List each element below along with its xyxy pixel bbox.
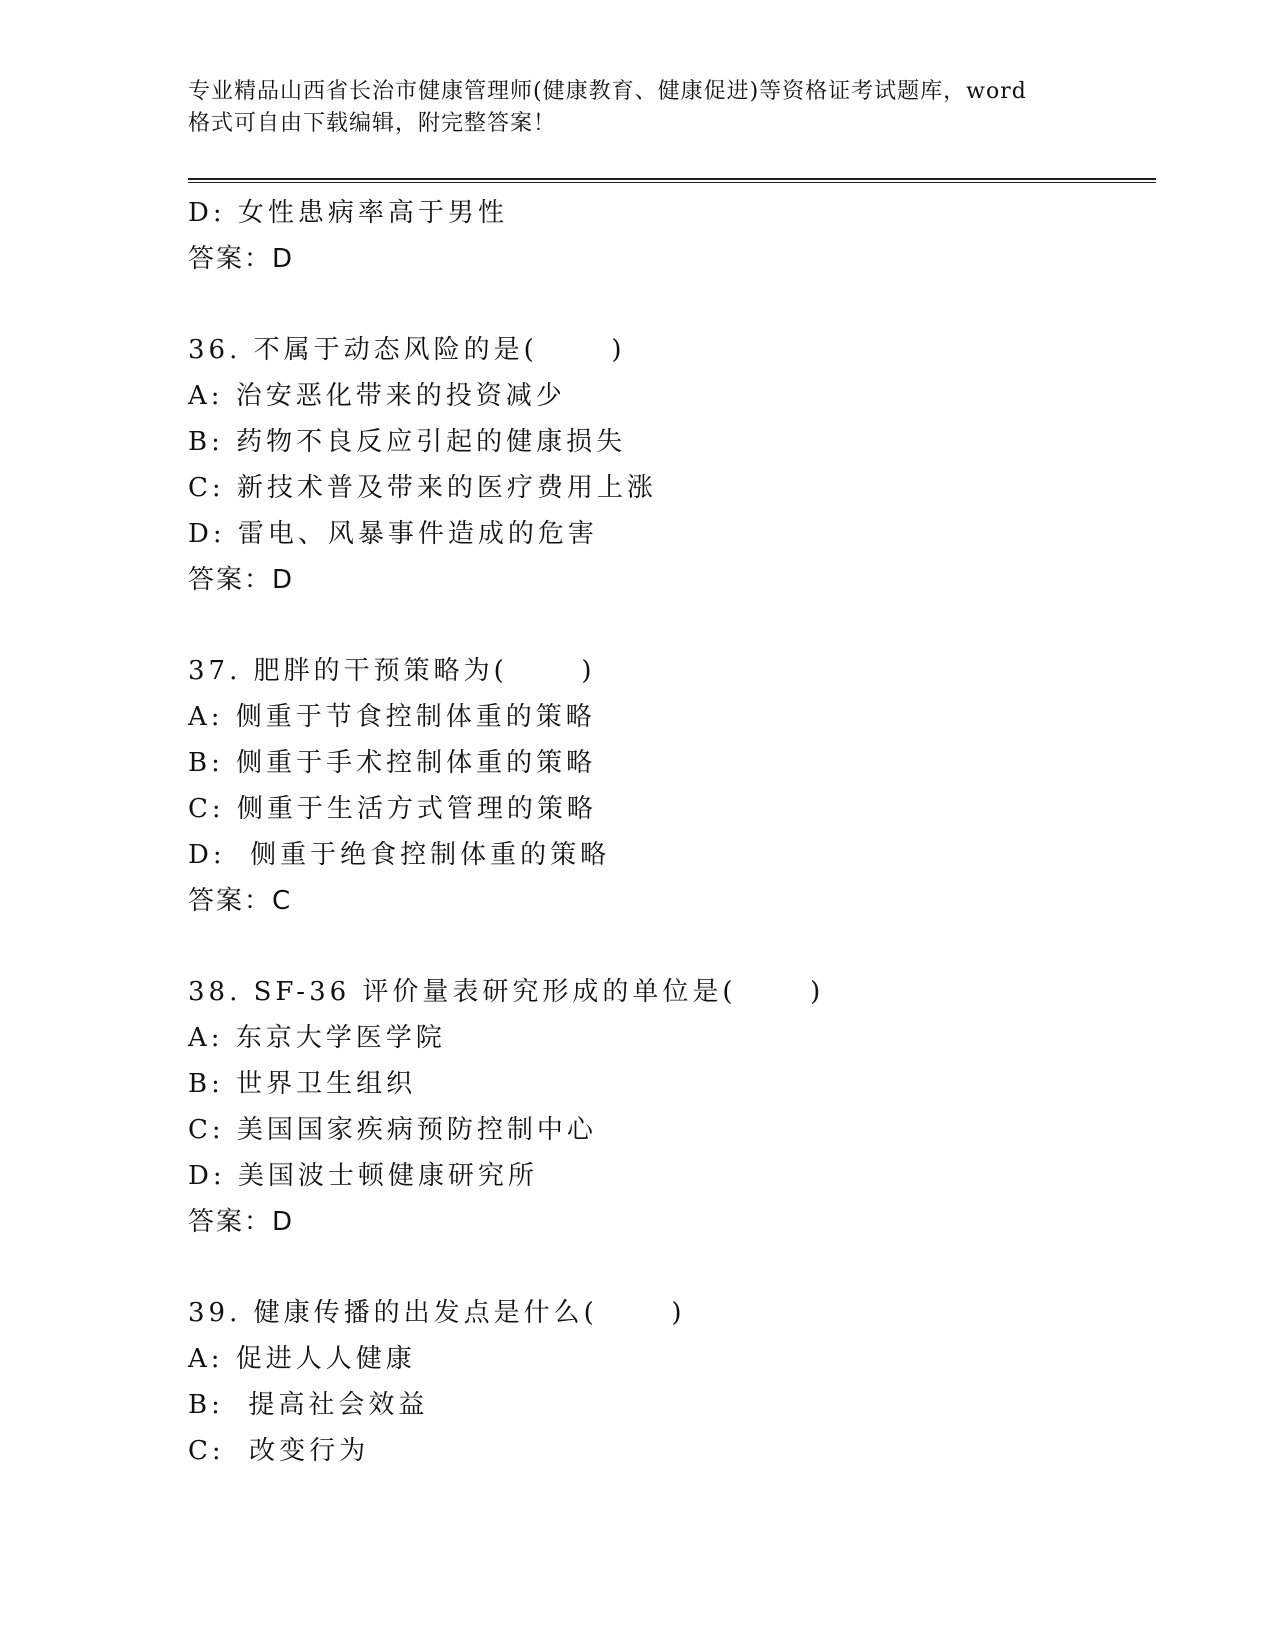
option-b: B: 药物不良反应引起的健康损失 (188, 427, 627, 457)
prev-option-d: D: 女性患病率高于男性 (188, 198, 508, 228)
option-a: A: 治安恶化带来的投资减少 (188, 381, 566, 411)
option-c: C: 侧重于生活方式管理的策略 (188, 794, 597, 824)
header-line-1: 专业精品山西省长治市健康管理师(健康教育、健康促进)等资格证考试题库，word (188, 79, 1027, 104)
question-39 (188, 1290, 1148, 1474)
option-d: D: 美国波士顿健康研究所 (188, 1161, 538, 1191)
option-c: C: 新技术普及带来的医疗费用上涨 (188, 473, 657, 503)
option-d: D: 侧重于绝食控制体重的策略 (188, 840, 611, 870)
option-b: B: 侧重于手术控制体重的策略 (188, 748, 597, 778)
spacer (188, 924, 1148, 969)
option-b: B: 世界卫生组织 (188, 1069, 417, 1099)
option-d: D: 雷电、风暴事件造成的危害 (188, 519, 598, 549)
option-c: C: 美国国家疾病预防控制中心 (188, 1115, 597, 1145)
question-stem: 39. 健康传播的出发点是什么( ) (188, 1298, 686, 1328)
question-stem: 37. 肥胖的干预策略为( ) (188, 656, 596, 686)
option-a: A: 促进人人健康 (188, 1344, 416, 1374)
spacer (188, 1245, 1148, 1290)
question-list (188, 190, 1148, 1474)
spacer (188, 603, 1148, 648)
answer: 答案：C (188, 886, 293, 916)
question-stem: 36. 不属于动态风险的是( ) (188, 335, 626, 365)
question-stem: 38. SF-36 评价量表研究形成的单位是( ) (188, 977, 825, 1007)
option-c: C: 改变行为 (188, 1436, 370, 1466)
option-b: B: 提高社会效益 (188, 1390, 429, 1420)
question-38 (188, 969, 1148, 1245)
option-a: A: 东京大学医学院 (188, 1023, 446, 1053)
question-36 (188, 327, 1148, 603)
header-divider (188, 178, 1156, 183)
answer: 答案：D (188, 565, 295, 595)
answer: 答案：D (188, 1207, 295, 1237)
prev-answer: 答案：D (188, 244, 295, 274)
option-a: A: 侧重于节食控制体重的策略 (188, 702, 596, 732)
question-37 (188, 648, 1148, 924)
page-header (188, 76, 1088, 140)
spacer (188, 282, 1148, 327)
header-line-2: 格式可自由下载编辑，附完整答案！ (188, 111, 557, 136)
